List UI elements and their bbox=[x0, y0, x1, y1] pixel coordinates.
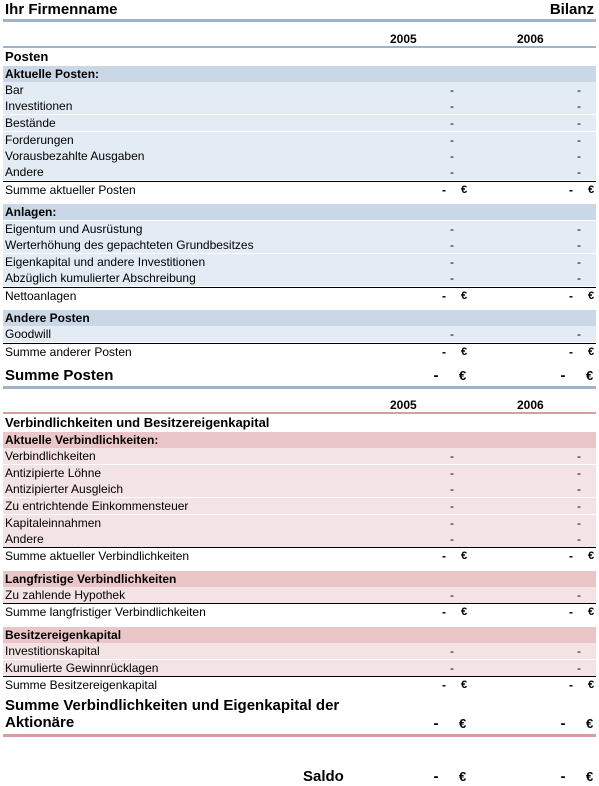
table-row bbox=[3, 531, 596, 547]
total-row bbox=[3, 676, 596, 694]
total-label: Summe Besitzereigenkapital bbox=[5, 678, 158, 692]
value-2005: - bbox=[450, 238, 454, 252]
value-2005: - bbox=[450, 644, 454, 658]
balance-2005: - bbox=[433, 768, 439, 785]
total-2005: - bbox=[442, 549, 446, 563]
table-row bbox=[3, 164, 596, 180]
currency-2006: € bbox=[588, 679, 595, 691]
value-2006: - bbox=[577, 499, 581, 513]
currency-2006: € bbox=[588, 184, 595, 196]
row-label: Kumulierte Gewinnrücklagen bbox=[5, 661, 159, 675]
value-2005: - bbox=[450, 222, 454, 236]
table-row bbox=[3, 326, 596, 342]
row-label: Investitionen bbox=[5, 99, 73, 113]
table-row bbox=[3, 254, 596, 270]
row-label: Antizipierter Ausgleich bbox=[5, 482, 124, 496]
company-name: Ihr Firmenname bbox=[5, 1, 118, 18]
currency-2005: € bbox=[461, 679, 468, 691]
value-2005: - bbox=[450, 482, 454, 496]
total-2005: - bbox=[442, 678, 446, 692]
currency-2005: € bbox=[461, 346, 468, 358]
row-label: Bar bbox=[5, 83, 24, 97]
value-2006: - bbox=[577, 116, 581, 130]
currency-2005: € bbox=[459, 769, 467, 784]
currency-2006: € bbox=[588, 346, 595, 358]
table-row bbox=[3, 643, 596, 659]
balance-2006: - bbox=[560, 768, 566, 785]
value-2005: - bbox=[450, 449, 454, 463]
group-heading-label: Anlagen: bbox=[5, 205, 57, 219]
value-2005: - bbox=[450, 271, 454, 285]
year-2: 2006 bbox=[517, 32, 544, 46]
value-2006: - bbox=[577, 482, 581, 496]
row-label: Andere bbox=[5, 165, 44, 179]
table-row bbox=[3, 98, 596, 114]
year-1: 2005 bbox=[390, 398, 417, 412]
value-2005: - bbox=[450, 99, 454, 113]
currency-2006: € bbox=[586, 769, 594, 784]
total-2006: - bbox=[569, 549, 573, 563]
value-2005: - bbox=[450, 516, 454, 530]
grand-total-2005: - bbox=[433, 715, 439, 732]
table-row bbox=[3, 660, 596, 676]
row-label: Antizipierte Löhne bbox=[5, 466, 102, 480]
table-row bbox=[3, 270, 596, 286]
row-label: Verbindlichkeiten bbox=[5, 449, 96, 463]
table-row bbox=[3, 448, 596, 464]
total-2006: - bbox=[569, 605, 573, 619]
currency-2005: € bbox=[461, 290, 468, 302]
table-row bbox=[3, 465, 596, 481]
total-label: Summe anderer Posten bbox=[5, 345, 132, 359]
value-2006: - bbox=[577, 83, 581, 97]
value-2005: - bbox=[450, 116, 454, 130]
value-2005: - bbox=[450, 255, 454, 269]
grand-total-label-line2: Aktionäre bbox=[5, 714, 75, 731]
currency-2006: € bbox=[586, 368, 594, 383]
year-header bbox=[3, 31, 596, 47]
row-label: Andere bbox=[5, 532, 44, 546]
table-row bbox=[3, 587, 596, 603]
year-header bbox=[3, 397, 596, 413]
row-label: Vorausbezahlte Ausgaben bbox=[5, 149, 145, 163]
value-2006: - bbox=[577, 588, 581, 602]
value-2006: - bbox=[577, 222, 581, 236]
grand-total-2006: - bbox=[560, 715, 566, 732]
total-row bbox=[3, 603, 596, 621]
currency-2005: € bbox=[459, 716, 467, 731]
value-2005: - bbox=[450, 466, 454, 480]
total-2006: - bbox=[569, 678, 573, 692]
table-row bbox=[3, 237, 596, 253]
value-2006: - bbox=[577, 255, 581, 269]
grand-total-2006: - bbox=[560, 367, 566, 384]
row-label: Goodwill bbox=[5, 327, 52, 341]
divider bbox=[3, 734, 596, 737]
value-2005: - bbox=[450, 133, 454, 147]
table-row bbox=[3, 498, 596, 514]
value-2005: - bbox=[450, 165, 454, 179]
total-row bbox=[3, 343, 596, 361]
table-row bbox=[3, 132, 596, 148]
table-row bbox=[3, 481, 596, 497]
group-heading bbox=[3, 627, 596, 643]
balance-label: Saldo bbox=[303, 768, 344, 785]
group-heading-label: Andere Posten bbox=[5, 311, 90, 325]
total-2006: - bbox=[569, 183, 573, 197]
group-heading bbox=[3, 432, 596, 448]
grand-total-2005: - bbox=[433, 367, 439, 384]
group-heading-label: Aktuelle Verbindlichkeiten: bbox=[5, 433, 159, 447]
value-2006: - bbox=[577, 644, 581, 658]
row-label: Zu zahlende Hypothek bbox=[5, 588, 126, 602]
row-label: Investitionskapital bbox=[5, 644, 100, 658]
row-label: Eigentum und Ausrüstung bbox=[5, 222, 143, 236]
currency-2005: € bbox=[461, 550, 468, 562]
row-label: Forderungen bbox=[5, 133, 74, 147]
document-title: Bilanz bbox=[549, 1, 594, 18]
grand-total-label-line1: Summe Verbindlichkeiten und Eigenkapital der bbox=[5, 697, 340, 714]
row-label: Zu entrichtende Einkommensteuer bbox=[5, 499, 189, 513]
value-2006: - bbox=[577, 466, 581, 480]
value-2005: - bbox=[450, 327, 454, 341]
group-heading-label: Besitzereigenkapital bbox=[5, 628, 122, 642]
row-label: Werterhöhung des gepachteten Grundbesitzes bbox=[5, 238, 254, 252]
value-2006: - bbox=[577, 271, 581, 285]
table-row bbox=[3, 82, 596, 98]
row-label: Kapitaleinnahmen bbox=[5, 516, 102, 530]
group-heading-label: Langfristige Verbindlichkeiten bbox=[5, 572, 177, 586]
currency-2005: € bbox=[461, 606, 468, 618]
value-2006: - bbox=[577, 99, 581, 113]
header-bar bbox=[3, 0, 596, 22]
value-2006: - bbox=[577, 133, 581, 147]
group-heading bbox=[3, 66, 596, 82]
total-label: Summe langfristiger Verbindlichkeiten bbox=[5, 605, 206, 619]
total-2005: - bbox=[442, 183, 446, 197]
value-2006: - bbox=[577, 449, 581, 463]
total-2005: - bbox=[442, 345, 446, 359]
group-heading-label: Aktuelle Posten: bbox=[5, 67, 100, 81]
value-2005: - bbox=[450, 149, 454, 163]
table-row bbox=[3, 115, 596, 131]
row-label: Eigenkapital und andere Investitionen bbox=[5, 255, 206, 269]
value-2006: - bbox=[577, 661, 581, 675]
value-2006: - bbox=[577, 516, 581, 530]
total-row bbox=[3, 287, 596, 305]
currency-2005: € bbox=[459, 368, 467, 383]
grand-total-assets bbox=[3, 366, 596, 386]
total-2005: - bbox=[442, 605, 446, 619]
group-heading bbox=[3, 310, 596, 326]
value-2006: - bbox=[577, 165, 581, 179]
total-2006: - bbox=[569, 345, 573, 359]
currency-2005: € bbox=[461, 184, 468, 196]
row-label: Bestände bbox=[5, 116, 56, 130]
table-row bbox=[3, 148, 596, 164]
table-row bbox=[3, 221, 596, 237]
group-heading bbox=[3, 571, 596, 587]
divider bbox=[3, 386, 596, 389]
total-row bbox=[3, 547, 596, 565]
value-2005: - bbox=[450, 83, 454, 97]
value-2005: - bbox=[450, 661, 454, 675]
value-2005: - bbox=[450, 588, 454, 602]
value-2006: - bbox=[577, 149, 581, 163]
value-2006: - bbox=[577, 327, 581, 341]
grand-total-label: Summe Posten bbox=[5, 367, 114, 384]
section-title-liabilities: Verbindlichkeiten und Besitzereigenkapital bbox=[5, 415, 270, 430]
value-2005: - bbox=[450, 499, 454, 513]
total-label: Nettoanlagen bbox=[5, 289, 77, 303]
balance-row bbox=[3, 768, 596, 786]
year-2: 2006 bbox=[517, 398, 544, 412]
year-1: 2005 bbox=[390, 32, 417, 46]
currency-2006: € bbox=[588, 606, 595, 618]
total-label: Summe aktueller Posten bbox=[5, 183, 136, 197]
grand-total-liabilities bbox=[3, 697, 596, 733]
value-2005: - bbox=[450, 532, 454, 546]
total-row bbox=[3, 181, 596, 199]
currency-2006: € bbox=[586, 716, 594, 731]
total-2005: - bbox=[442, 289, 446, 303]
table-row bbox=[3, 515, 596, 531]
currency-2006: € bbox=[588, 290, 595, 302]
total-2006: - bbox=[569, 289, 573, 303]
group-heading bbox=[3, 204, 596, 220]
value-2006: - bbox=[577, 532, 581, 546]
total-label: Summe aktueller Verbindlichkeiten bbox=[5, 549, 190, 563]
section-title-assets: Posten bbox=[5, 49, 49, 64]
value-2006: - bbox=[577, 238, 581, 252]
currency-2006: € bbox=[588, 550, 595, 562]
row-label: Abzüglich kumulierter Abschreibung bbox=[5, 271, 196, 285]
